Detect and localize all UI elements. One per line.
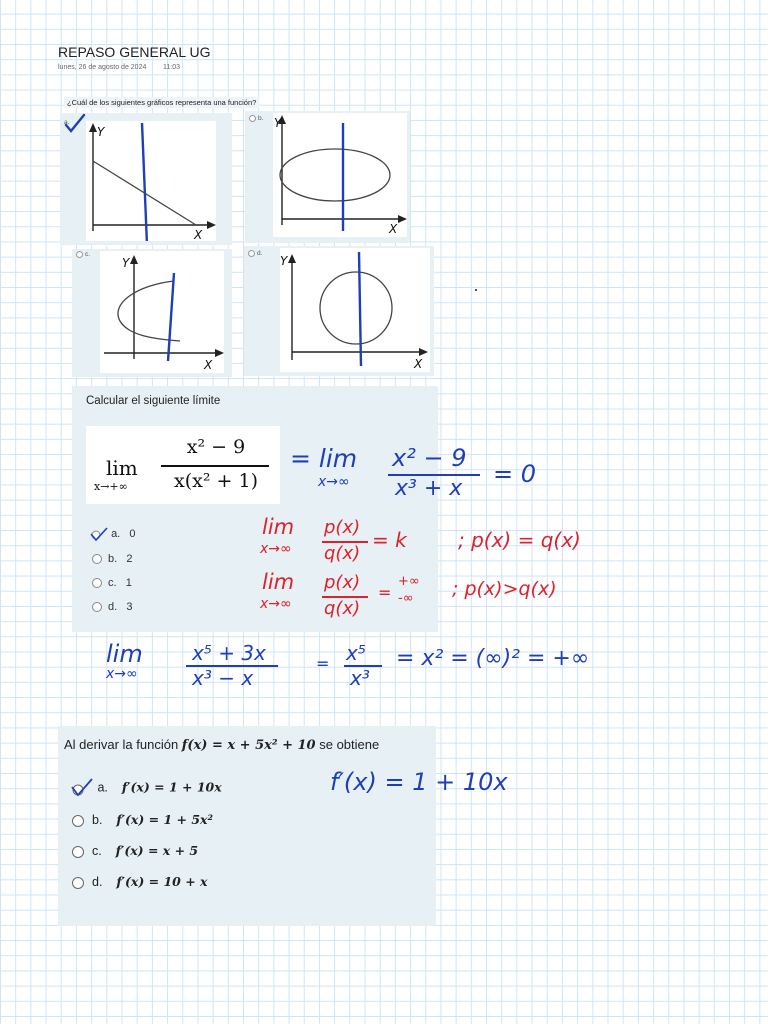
radio-icon [92, 602, 102, 612]
hw-eq1-sub: x→∞ [318, 474, 350, 490]
q1-option-b[interactable] [245, 111, 410, 243]
q2-option-b-letter: b. [108, 553, 118, 565]
q1-option-a[interactable] [60, 113, 232, 245]
hw-red1-condition: ; p(x) = q(x) [458, 528, 581, 552]
hw-red2-lim: lim [262, 570, 295, 594]
hw-eq2-numerator: x⁵ + 3x [192, 641, 266, 665]
q3-option-b-letter: b. [92, 813, 103, 827]
q2-fraction-bar [161, 465, 269, 467]
q3-option-c-letter: c. [92, 844, 102, 858]
hw-eq2-lim: lim [106, 640, 143, 668]
q1-option-c[interactable] [72, 249, 232, 377]
hw-eq1-result: = 0 [493, 460, 537, 488]
q1-prompt: ¿Cuál de los siguientes gráficos representa una función? [64, 97, 259, 108]
q2-numerator: x² − 9 [186, 436, 246, 458]
q1-graph-b [273, 113, 407, 237]
q3-option-d-letter: d. [92, 875, 103, 889]
hw-red2-minus-infinity: -∞ [398, 591, 414, 606]
q1-graph-d [280, 248, 430, 372]
hw-red2-denominator: q(x) [324, 598, 361, 619]
radio-icon [72, 877, 84, 889]
q2-limit-expression [86, 426, 280, 504]
hw-eq1-numerator: x² − 9 [392, 444, 467, 472]
stray-dot [475, 289, 477, 291]
radio-icon [92, 578, 102, 588]
radio-icon [72, 846, 84, 858]
axis-y-label: Y [97, 125, 105, 139]
hw-red1-numerator: p(x) [324, 517, 361, 538]
q2-option-d[interactable] [92, 601, 132, 613]
q2-option-a[interactable] [90, 527, 136, 541]
check-icon [62, 113, 86, 135]
q1-option-c-letter: c. [85, 251, 91, 259]
q3-option-d[interactable] [72, 874, 208, 889]
hw-red2-equals: = [378, 583, 392, 602]
q1-option-d[interactable] [244, 246, 434, 376]
radio-icon [76, 251, 83, 258]
q2-option-c-letter: c. [108, 577, 117, 589]
q2-option-b-value: 2 [126, 553, 133, 565]
hw-red2-plus-infinity: +∞ [398, 574, 420, 589]
hw-eq1-denominator: x³ + x [395, 476, 463, 501]
axis-y-label: Y [280, 254, 288, 268]
axis-x-label: X [389, 222, 398, 236]
radio-icon [92, 554, 102, 564]
q2-lim-sub: x→+∞ [94, 480, 128, 493]
q2-option-a-value: 0 [129, 527, 136, 540]
q2-option-d-value: 3 [126, 601, 133, 613]
hw-eq2-denominator2: x³ [350, 666, 370, 690]
q2-title: Calcular el siguiente límite [86, 395, 221, 407]
hw-red2-sub: x→∞ [260, 596, 292, 612]
q1-option-d-letter: d. [257, 250, 263, 258]
q3-prompt-math: f(x) = x + 5x² + 10 [181, 738, 316, 753]
q3-option-a-math: f′(x) = 1 + 10x [121, 779, 222, 795]
q3-prompt [64, 737, 379, 753]
hw-eq2-sub: x→∞ [106, 666, 138, 682]
q3-option-b-math: f′(x) = 1 + 5x² [116, 812, 213, 827]
hw-red2-numerator: p(x) [324, 572, 361, 593]
hw-eq2-rest: = x² = (∞)² = +∞ [396, 646, 590, 671]
q1-graph-c [100, 251, 224, 373]
q1-option-b-label [249, 115, 263, 122]
q2-denominator: x(x² + 1) [174, 470, 258, 492]
q1-option-b-letter: b. [258, 115, 264, 123]
radio-icon [248, 250, 255, 257]
axis-x-label: X [204, 358, 213, 372]
page-title: REPASO GENERAL UG [58, 44, 211, 60]
hw-red1-lim: lim [262, 515, 295, 539]
q1-option-d-label [248, 250, 262, 257]
hw-red1-result: = k [372, 528, 407, 552]
hw-eq1-lim: = lim [290, 444, 358, 473]
hw-red1-denominator: q(x) [324, 543, 361, 564]
q3-option-a-letter: a. [97, 780, 108, 795]
q3-option-a[interactable] [70, 778, 222, 798]
axis-y-label: Y [122, 256, 130, 270]
q1-option-c-label [76, 251, 90, 258]
hw-red2-condition: ; p(x)>q(x) [452, 578, 557, 600]
q1-option-a-label: a. [64, 119, 70, 126]
axis-x-label: X [194, 228, 203, 241]
axis-y-label: Y [274, 116, 282, 130]
hw-eq2-denominator: x³ − x [192, 666, 254, 690]
page-date: lunes, 26 de agosto de 2024 [58, 64, 147, 71]
q2-option-b[interactable] [92, 553, 132, 565]
check-icon [90, 527, 108, 541]
q2-option-c[interactable] [92, 577, 132, 589]
q3-option-d-math: f′(x) = 10 + x [116, 874, 208, 889]
q3-prompt-post: se obtiene [319, 737, 380, 752]
radio-icon [72, 815, 84, 827]
hw-eq2-equals: = [316, 654, 330, 673]
page-time: 11:03 [163, 64, 180, 71]
hw-eq2-numerator2: x⁵ [346, 641, 366, 665]
q2-option-a-letter: a. [111, 527, 121, 540]
q2-lim: lim [106, 456, 138, 480]
q3-option-c-math: f′(x) = x + 5 [115, 843, 199, 858]
q2-option-c-value: 1 [125, 577, 132, 589]
hw-eq3: f′(x) = 1 + 10x [330, 768, 508, 796]
axis-x-label: X [414, 357, 423, 371]
q1-graph-a [86, 121, 216, 241]
check-icon [70, 778, 94, 798]
q3-prompt-pre: Al derivar la función [64, 737, 179, 752]
q2-option-d-letter: d. [108, 601, 118, 613]
hw-red1-sub: x→∞ [260, 541, 292, 557]
radio-icon [249, 115, 256, 122]
q3-option-b[interactable] [72, 812, 213, 827]
q3-option-c[interactable] [72, 843, 198, 858]
